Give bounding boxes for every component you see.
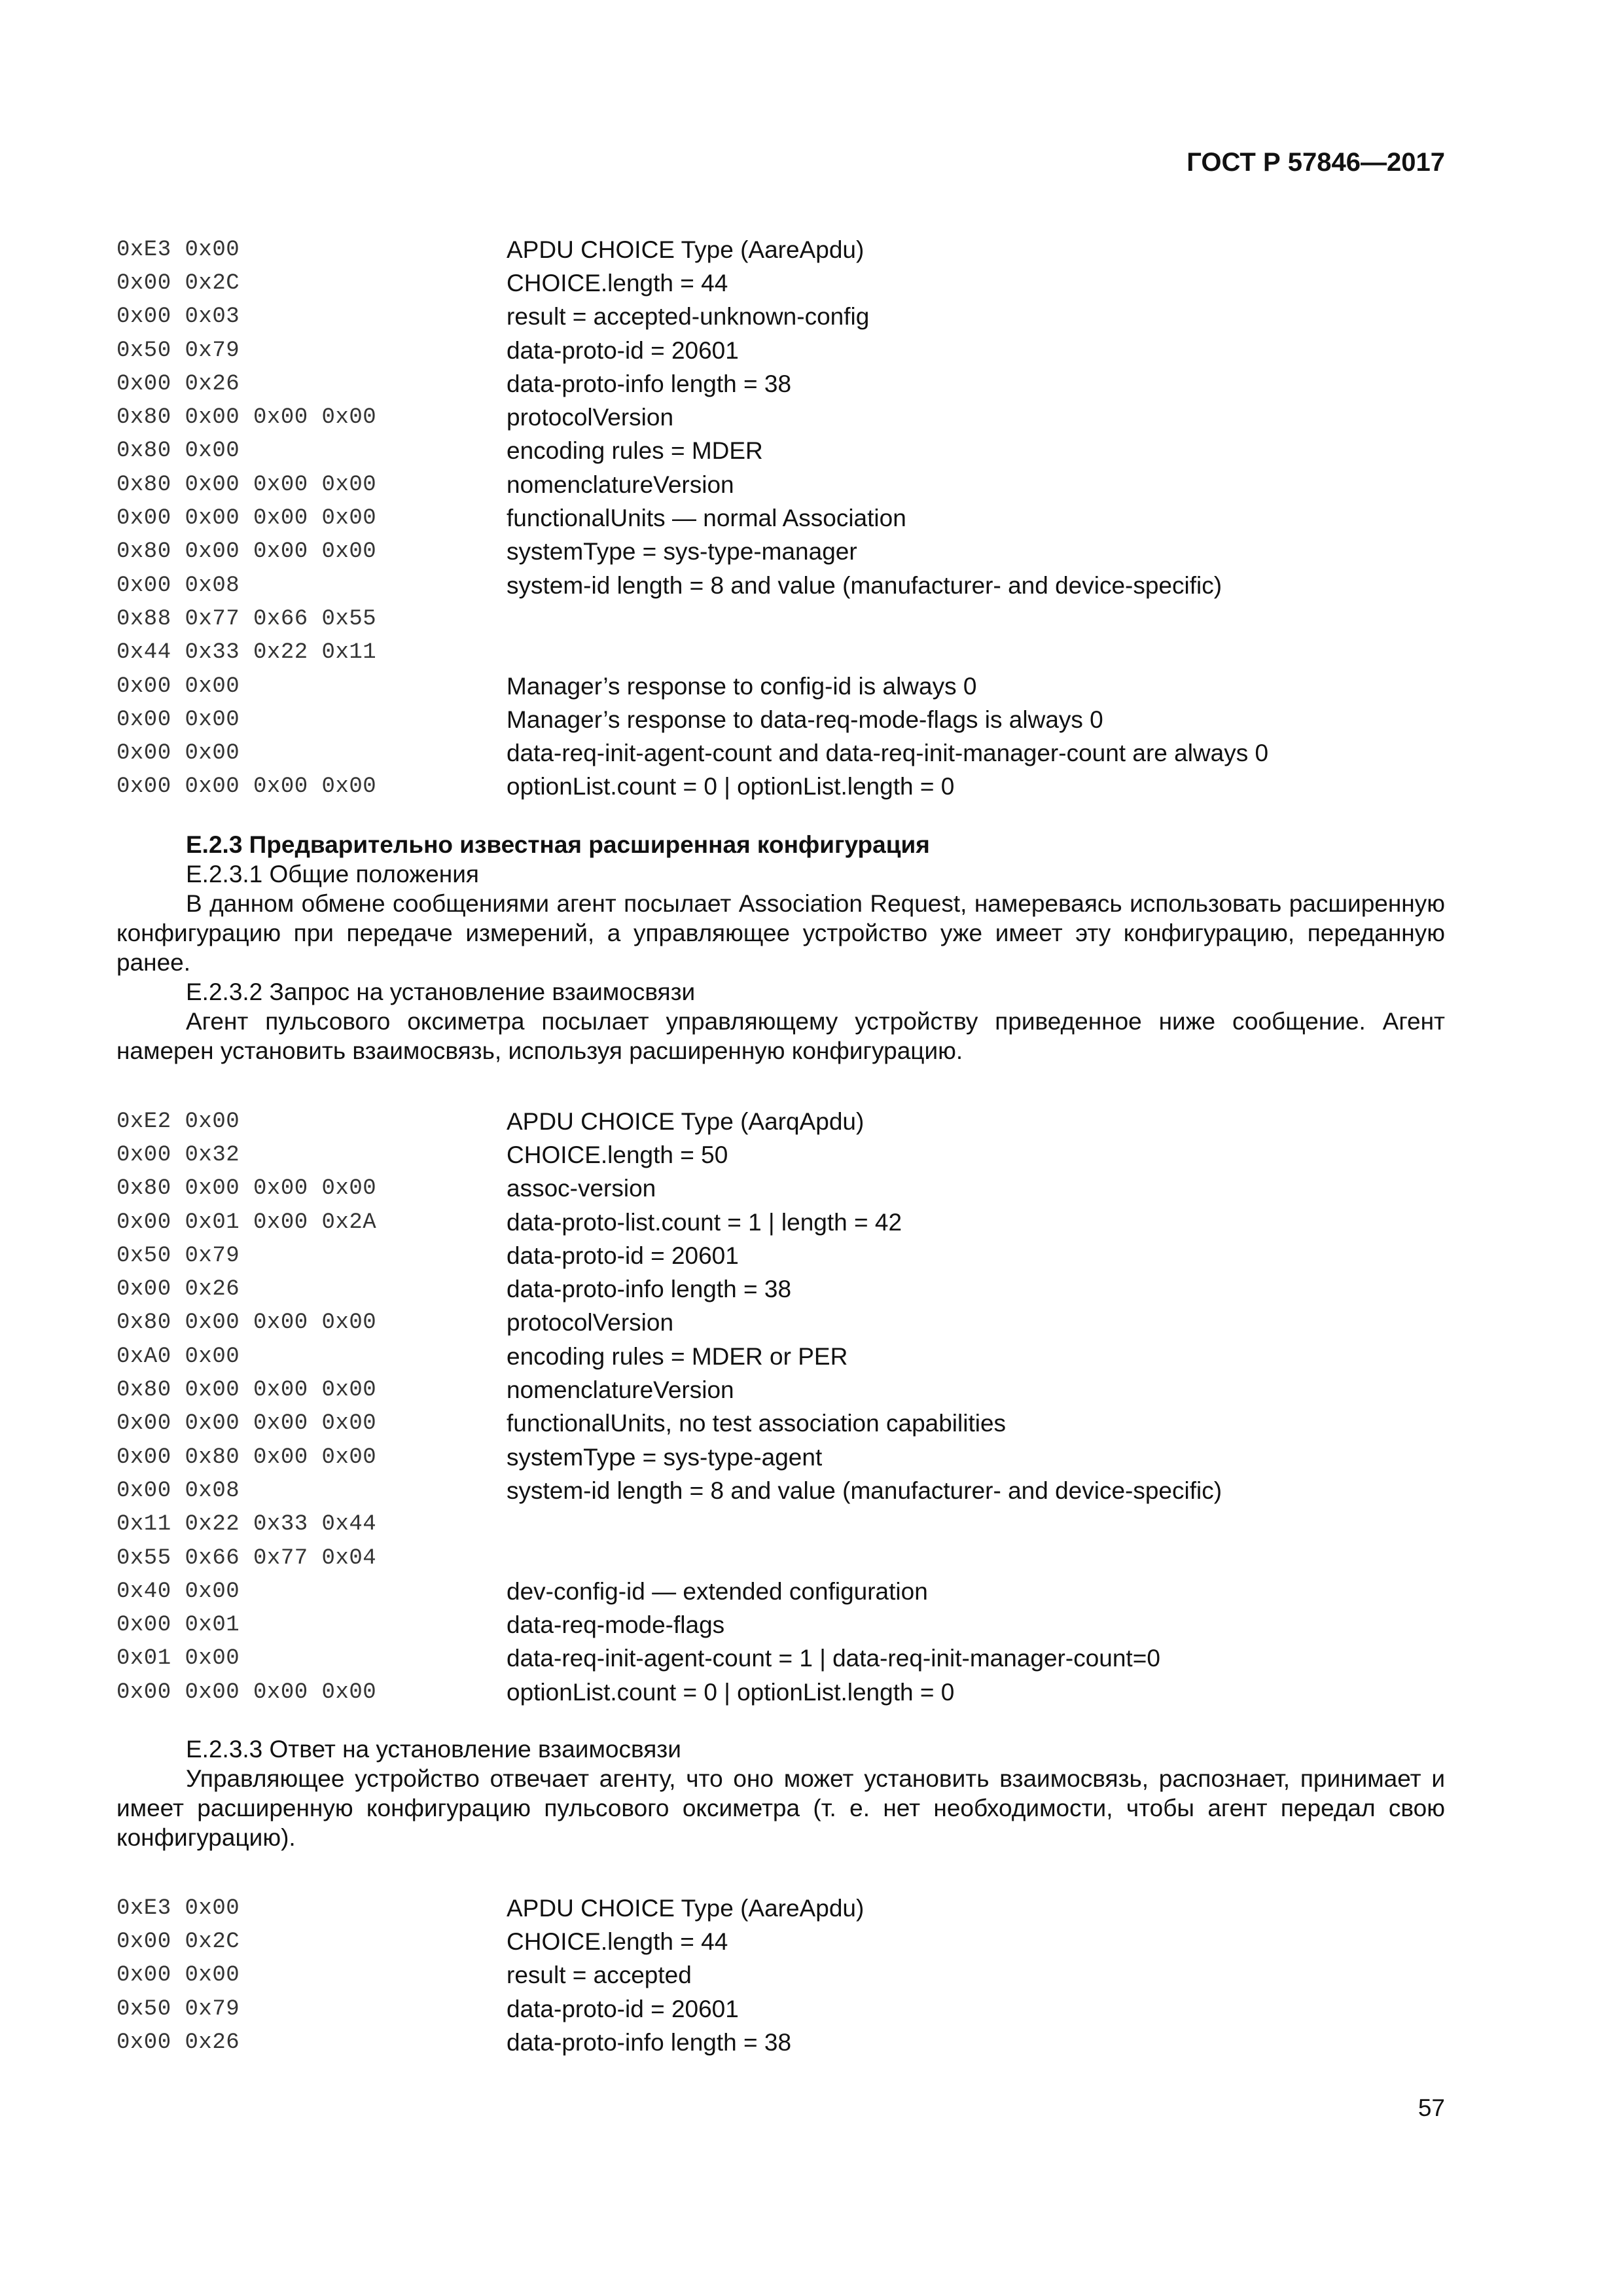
hex-description: result = accepted-unknown-config xyxy=(507,303,870,331)
hex-row xyxy=(116,1676,1445,1709)
paragraph: В данном обмене сообщениями агент посылает Association Request, намереваясь использовать расширенную конфигурацию при передаче измерений, а управляющее устройство уже имеет эту конфигурацию, переданную ранее. xyxy=(116,890,1445,976)
hex-bytes: 0x00 0x08 xyxy=(116,1478,240,1503)
hex-bytes: 0x80 0x00 xyxy=(116,439,240,464)
hex-bytes: 0x80 0x00 0x00 0x00 xyxy=(116,539,377,565)
hex-description: protocolVersion xyxy=(507,404,674,431)
hex-description: data-proto-info length = 38 xyxy=(507,370,792,397)
hex-description: data-req-init-agent-count = 1 | data-req-init-manager-count=0 xyxy=(507,1645,1160,1672)
paragraph: Агент пульсового оксиметра посылает управляющему устройству приведенное ниже сообщение. Агент намерен установить взаимосвязь, используя расширенную конфигурацию. xyxy=(116,1008,1445,1064)
hex-dump-block-1 xyxy=(116,233,1445,804)
hex-bytes: 0xE2 0x00 xyxy=(116,1109,240,1134)
hex-bytes: 0x00 0x00 0x00 0x00 xyxy=(116,774,377,800)
hex-description: optionList.count = 0 | optionList.length = 0 xyxy=(507,773,955,800)
hex-bytes: 0x80 0x00 0x00 0x00 xyxy=(116,1176,377,1202)
hex-row xyxy=(116,266,1445,300)
hex-row xyxy=(116,636,1445,670)
hex-row xyxy=(116,1575,1445,1608)
hex-description: data-proto-id = 20601 xyxy=(507,1242,739,1269)
hex-description: dev-config-id — extended configuration xyxy=(507,1577,928,1605)
hex-bytes: 0xE3 0x00 xyxy=(116,237,240,262)
hex-description: data-proto-id = 20601 xyxy=(507,336,739,364)
hex-description: Manager’s response to config-id is always 0 xyxy=(507,672,977,700)
hex-bytes: 0x00 0x80 0x00 0x00 xyxy=(116,1444,377,1470)
hex-row xyxy=(116,736,1445,770)
hex-description: APDU CHOICE Type (AarqApdu) xyxy=(507,1107,865,1135)
hex-row xyxy=(116,1925,1445,1958)
hex-bytes: 0x00 0x26 xyxy=(116,371,240,397)
hex-bytes: 0x00 0x00 xyxy=(116,741,240,766)
hex-bytes: 0x00 0x2C xyxy=(116,1929,240,1954)
hex-bytes: 0x44 0x33 0x22 0x11 xyxy=(116,640,377,666)
hex-dump-block-3 xyxy=(116,1892,1445,2059)
subsection-heading: Е.2.3.1 Общие положения xyxy=(186,861,479,888)
hex-row xyxy=(116,401,1445,434)
hex-row xyxy=(116,569,1445,602)
hex-bytes: 0x80 0x00 0x00 0x00 xyxy=(116,405,377,431)
hex-bytes: 0x00 0x26 xyxy=(116,1277,240,1302)
hex-bytes: 0x00 0x00 0x00 0x00 xyxy=(116,1411,377,1437)
hex-bytes: 0x00 0x00 xyxy=(116,1963,240,1988)
hex-bytes: 0x00 0x03 xyxy=(116,304,240,330)
hex-bytes: 0x00 0x01 0x00 0x2A xyxy=(116,1210,377,1235)
hex-bytes: 0x00 0x08 xyxy=(116,573,240,598)
hex-bytes: 0x50 0x79 xyxy=(116,1996,240,2022)
hex-row xyxy=(116,1138,1445,1172)
hex-description: result = accepted xyxy=(507,1962,692,1989)
document-header: ГОСТ Р 57846—2017 xyxy=(1186,148,1445,177)
hex-description: system-id length = 8 and value (manufacturer- and device-specific) xyxy=(507,1477,1222,1504)
hex-description: systemType = sys-type-agent xyxy=(507,1443,823,1471)
hex-row xyxy=(116,670,1445,703)
hex-row xyxy=(116,501,1445,535)
hex-bytes: 0x00 0x00 xyxy=(116,707,240,732)
hex-bytes: 0x55 0x66 0x77 0x04 xyxy=(116,1545,377,1571)
hex-bytes: 0xA0 0x00 xyxy=(116,1344,240,1369)
hex-bytes: 0x40 0x00 xyxy=(116,1579,240,1604)
hex-description: CHOICE.length = 44 xyxy=(507,1928,728,1955)
hex-bytes: 0x00 0x00 xyxy=(116,673,240,699)
hex-description: functionalUnits, no test association capabilities xyxy=(507,1410,1007,1437)
hex-dump-block-2 xyxy=(116,1105,1445,1709)
hex-row xyxy=(116,535,1445,569)
hex-description: system-id length = 8 and value (manufacturer- and device-specific) xyxy=(507,571,1222,599)
hex-description: Manager’s response to data-req-mode-flags is always 0 xyxy=(507,706,1103,733)
hex-description: data-proto-list.count = 1 | length = 42 xyxy=(507,1208,902,1236)
hex-row xyxy=(116,1541,1445,1575)
hex-row xyxy=(116,1306,1445,1340)
hex-bytes: 0x00 0x00 0x00 0x00 xyxy=(116,506,377,531)
page-number: 57 xyxy=(1418,2094,1445,2121)
hex-row xyxy=(116,435,1445,468)
hex-row xyxy=(116,1272,1445,1306)
hex-bytes: 0x80 0x00 0x00 0x00 xyxy=(116,472,377,497)
hex-description: optionList.count = 0 | optionList.length = 0 xyxy=(507,1678,955,1706)
hex-description: encoding rules = MDER xyxy=(507,437,763,465)
hex-description: data-proto-info length = 38 xyxy=(507,2028,792,2056)
hex-description: protocolVersion xyxy=(507,1309,674,1336)
hex-row xyxy=(116,1508,1445,1541)
hex-description: data-req-mode-flags xyxy=(507,1611,725,1639)
hex-description: nomenclatureVersion xyxy=(507,471,734,498)
section-e23 xyxy=(116,830,1445,1066)
subsection-heading: Е.2.3.3 Ответ на установление взаимосвязи xyxy=(186,1736,681,1763)
hex-description: functionalUnits — normal Association xyxy=(507,505,906,532)
hex-row xyxy=(116,1474,1445,1507)
hex-bytes: 0x80 0x00 0x00 0x00 xyxy=(116,1310,377,1336)
section-heading: Е.2.3 Предварительно известная расширенная конфигурация xyxy=(186,831,930,858)
hex-description: systemType = sys-type-manager xyxy=(507,538,857,565)
hex-bytes: 0x00 0x00 0x00 0x00 xyxy=(116,1679,377,1705)
hex-description: APDU CHOICE Type (AareApdu) xyxy=(507,1894,865,1922)
hex-bytes: 0x50 0x79 xyxy=(116,1243,240,1268)
hex-row xyxy=(116,1959,1445,1992)
hex-bytes: 0xE3 0x00 xyxy=(116,1895,240,1921)
hex-bytes: 0x00 0x01 xyxy=(116,1613,240,1638)
hex-description: data-proto-id = 20601 xyxy=(507,1995,739,2022)
hex-row xyxy=(116,233,1445,266)
hex-bytes: 0x50 0x79 xyxy=(116,338,240,363)
hex-description: data-req-init-agent-count and data-req-init-manager-count are always 0 xyxy=(507,740,1269,767)
subsection-heading: Е.2.3.2 Запрос на установление взаимосвязи xyxy=(186,978,696,1005)
hex-row xyxy=(116,1340,1445,1373)
hex-row xyxy=(116,468,1445,501)
hex-row xyxy=(116,770,1445,804)
hex-description: assoc-version xyxy=(507,1175,656,1202)
hex-description: data-proto-info length = 38 xyxy=(507,1276,792,1303)
hex-row xyxy=(116,1373,1445,1407)
hex-row xyxy=(116,602,1445,636)
hex-row xyxy=(116,367,1445,401)
hex-row xyxy=(116,1608,1445,1641)
hex-row xyxy=(116,1206,1445,1239)
hex-bytes: 0x80 0x00 0x00 0x00 xyxy=(116,1378,377,1403)
hex-row xyxy=(116,334,1445,367)
hex-description: CHOICE.length = 50 xyxy=(507,1141,728,1168)
hex-row xyxy=(116,1992,1445,2026)
hex-row xyxy=(116,1642,1445,1676)
hex-description: APDU CHOICE Type (AareApdu) xyxy=(507,236,865,263)
paragraph: Управляющее устройство отвечает агенту, что оно может установить взаимосвязь, распознает, принимает и имеет расширенную конфигурацию пульсового оксиметра (т. е. нет необходимости, чтобы агент передал свою конфигурацию). xyxy=(116,1765,1445,1851)
hex-row xyxy=(116,1892,1445,1925)
hex-bytes: 0x00 0x2C xyxy=(116,270,240,296)
hex-row xyxy=(116,703,1445,736)
hex-row xyxy=(116,2026,1445,2059)
hex-description: CHOICE.length = 44 xyxy=(507,269,728,296)
hex-bytes: 0x11 0x22 0x33 0x44 xyxy=(116,1512,377,1537)
hex-row xyxy=(116,300,1445,334)
hex-description: nomenclatureVersion xyxy=(507,1376,734,1404)
hex-row xyxy=(116,1105,1445,1138)
hex-row xyxy=(116,1172,1445,1206)
section-e233 xyxy=(116,1734,1445,1852)
hex-bytes: 0x88 0x77 0x66 0x55 xyxy=(116,606,377,632)
hex-bytes: 0x00 0x26 xyxy=(116,2030,240,2055)
hex-row xyxy=(116,1239,1445,1272)
hex-description: encoding rules = MDER or PER xyxy=(507,1342,848,1370)
hex-bytes: 0x01 0x00 xyxy=(116,1646,240,1672)
hex-row xyxy=(116,1441,1445,1474)
hex-bytes: 0x00 0x32 xyxy=(116,1142,240,1168)
hex-row xyxy=(116,1407,1445,1441)
